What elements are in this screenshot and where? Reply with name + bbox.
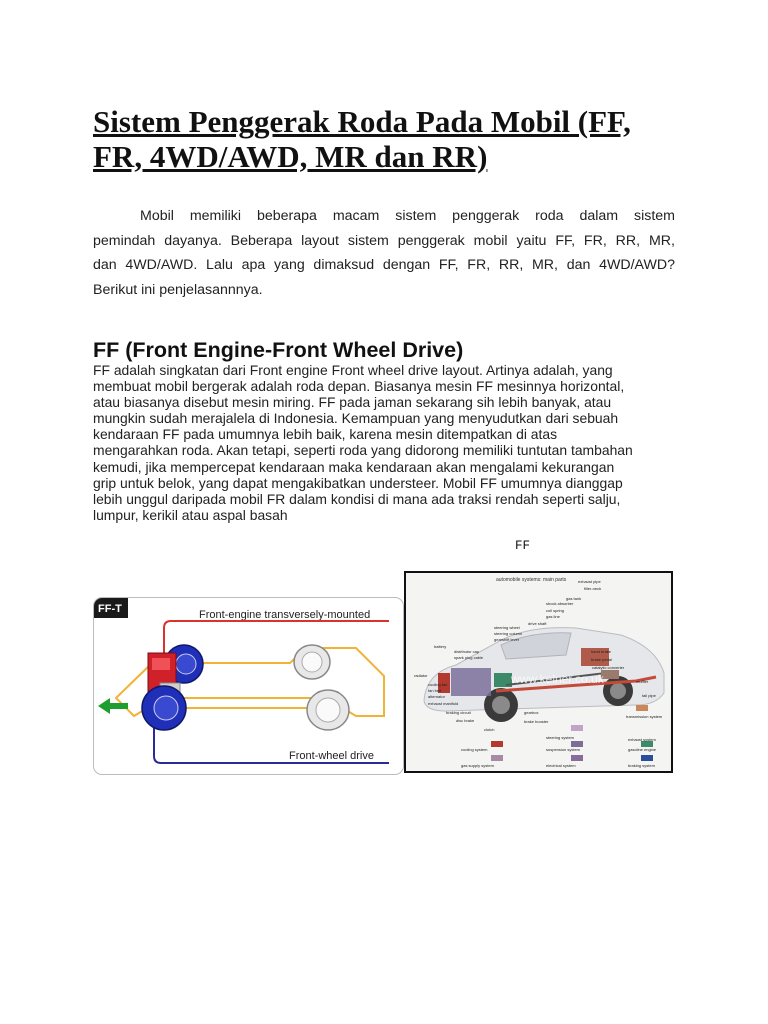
callout: disc brake (456, 718, 475, 723)
callout: tail pipe (642, 693, 656, 698)
callout: clutch (484, 727, 495, 732)
body-line: kemudi, jika mempercepat kendaraan maka kendaraan akan mengalami kekurangan (93, 458, 615, 475)
ff-layout-diagram (93, 597, 404, 775)
section-heading-ff: FF (Front Engine-Front Wheel Drive) (93, 338, 464, 362)
legend-label: transmission system (626, 714, 663, 719)
photo-header: automobile systems: main parts (496, 577, 567, 583)
callout: shock absorber (546, 601, 574, 606)
callout: catalytic converter (592, 665, 625, 670)
intro-line: Berikut ini penjelasannnya. (93, 282, 263, 299)
legend-swatch (491, 741, 503, 747)
intro-line: pemindah dayanya. Beberapa layout sistem penggerak mobil yaitu FF, FR, RR, MR, (93, 232, 675, 249)
callout: exhaust manifold (428, 701, 459, 706)
callout: gearshift lever (494, 637, 520, 642)
callout: steering wheel (494, 625, 520, 630)
legend-label: suspension system (546, 747, 581, 752)
photo-watermark: www.kelner.co.uk (511, 672, 604, 686)
callout: steering column (494, 631, 523, 636)
body-line: lumpur, kerikil atau aspal basah (93, 506, 288, 523)
legend-label: cooling system (461, 747, 488, 752)
callout: cooling fan (428, 682, 448, 687)
section-body-ff (93, 362, 683, 523)
automobile-systems-photo (404, 571, 673, 773)
front-wheel-bottom-icon (142, 686, 186, 730)
legend-swatch (636, 705, 648, 711)
callout: battery (434, 644, 447, 649)
engine-icon (451, 668, 491, 696)
callout: alternator (428, 694, 445, 699)
body-line: grip untuk belok, yang dapat mengakibatkan understeer. Mobil FF umumnya dianggap (93, 474, 623, 491)
callout: coil spring (546, 608, 565, 613)
legend-swatch (571, 755, 583, 761)
body-line: atau biasanya disebut mesin miring. FF pada jaman sekarang sih lebih banyak, atau (93, 394, 612, 411)
direction-arrow-icon (98, 698, 128, 714)
body-line: FF adalah singkatan dari Front engine Front wheel drive layout. Artinya adalah, yang (93, 362, 613, 378)
body-line: mungkin sudah merajalela di Indonesia. Kemampuan yang menyudutkan dari sebuah (93, 410, 619, 427)
badge-label: FF-T (98, 603, 122, 615)
callout: gas line (546, 614, 560, 619)
callout: hand brake (591, 649, 612, 654)
callout: brake booster (524, 719, 549, 724)
callout: spark plug cable (454, 655, 484, 660)
legend-label: gasoline engine (628, 747, 657, 752)
title-line-1: Sistem Penggerak Roda Pada Mobil (FF, (93, 104, 631, 139)
callout: braking circuit (446, 710, 471, 715)
callout: gearbox (524, 710, 539, 715)
ff-layout-svg (94, 598, 403, 774)
callout: muffler (636, 679, 649, 684)
legend-swatch (641, 755, 653, 761)
callout: exhaust pipe (578, 579, 601, 584)
callout: filler-neck (584, 586, 602, 591)
callout: distributor cap (454, 649, 480, 654)
legend-swatch (491, 755, 503, 761)
body-line: mengarahkan roda. Akan tetapi, seperti roda yang didorong memiliki tuntutan tambahan (93, 442, 633, 459)
callout: fan belt (428, 688, 442, 693)
title-line-2: FR, 4WD/AWD, MR dan RR) (93, 139, 488, 174)
intro-line: Mobil memiliki beberapa macam sistem penggerak roda dalam sistem (140, 208, 675, 224)
rear-wheel-right-icon (307, 690, 349, 730)
callout: gas tank (566, 596, 582, 601)
document-title (93, 104, 693, 174)
legend-label: steering system (546, 735, 575, 740)
body-line: kendaraan FF pada umumnya lebih baik, karena mesin ditempatkan di atas (93, 426, 558, 443)
legend-label: gas supply system (461, 763, 494, 768)
intro-paragraph (93, 204, 675, 303)
label-front-wheel-drive: Front-wheel drive (289, 750, 374, 762)
rear-wheel-left-icon (294, 645, 330, 679)
callout: drive shaft (528, 621, 547, 626)
intro-line: dan 4WD/AWD. Lalu apa yang dimaksud dengan FF, FR, RR, MR, dan 4WD/AWD? (93, 257, 675, 274)
body-line: membuat mobil bergerak adalah roda depan. Biasanya mesin FF mesinnya horizontal, (93, 378, 625, 395)
body-line: lebih unggul daripada mobil FR dalam kondisi di mana ada traksi rendah seperti salju, (93, 490, 621, 507)
legend-label: electrical system (546, 763, 576, 768)
legend-label: exhaust system (628, 737, 656, 742)
label-front-engine: Front-engine transversely-mounted (199, 609, 371, 621)
callout: brake pedal (591, 657, 612, 662)
legend-swatch (571, 725, 583, 731)
callout: radiator (414, 673, 428, 678)
figure-caption: FF (515, 539, 531, 553)
legend-label: braking system (628, 763, 655, 768)
automobile-systems-svg (406, 573, 671, 771)
